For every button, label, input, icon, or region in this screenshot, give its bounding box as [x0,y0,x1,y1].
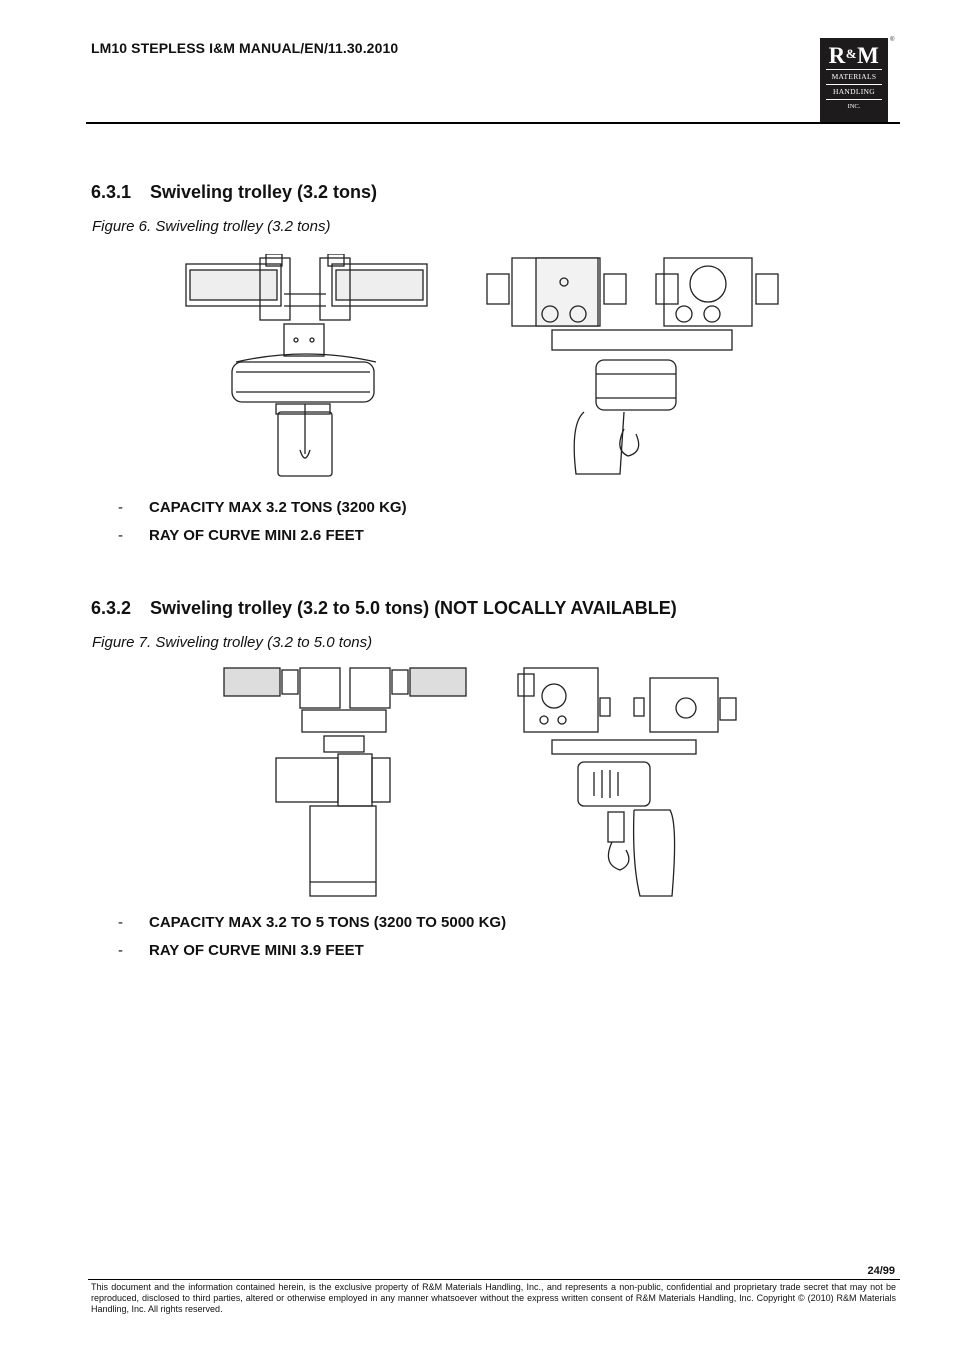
figure-caption: Figure 6. Swiveling trolley (3.2 tons) [92,218,331,235]
figure-6-drawing [184,254,784,482]
section-number: 6.3.2 [91,598,132,618]
list-item: - CAPACITY MAX 3.2 TO 5 TONS (3200 TO 5000 KG) [118,914,507,931]
section-title: Swiveling trolley (3.2 tons) [150,182,378,202]
list-item: - RAY OF CURVE MINI 3.9 FEET [118,942,364,959]
logo-line-1: MATERIALS [831,72,877,81]
figure-caption: Figure 7. Swiveling trolley (3.2 to 5.0 tons) [92,634,373,651]
logo-line-3: INC. [847,103,861,110]
spec-list-6-3-2 [118,914,506,970]
footer-divider [88,1279,900,1280]
section-heading-6-3-2 [91,598,677,619]
header-divider [86,122,900,124]
registered-mark: ® [890,37,895,43]
legal-notice: This document and the information contained herein, is the exclusive property of R&M Materials Handling, Inc., and represents a non-public, confidential and proprietary trade secret that may not be reproduced, disclosed to third parties, altered or otherwise employed in any manner whatsoever without the express written consent of R&M Materials Handling, Inc. Copyright © (2010) R&M Materials Handling, Inc. All rights reserved. [91,1282,896,1314]
spec-list-6-3-1 [118,499,407,555]
figure-7-drawing [222,664,752,900]
section-heading-6-3-1 [91,182,377,203]
company-logo [820,38,888,122]
document-title: LM10 STEPLESS I&M MANUAL/EN/11.30.2010 [91,40,399,56]
page-number: 24/99 [867,1265,895,1277]
list-item: - RAY OF CURVE MINI 2.6 FEET [118,527,364,544]
section-title: Swiveling trolley (3.2 to 5.0 tons) (NOT LOCALLY AVAILABLE) [150,598,677,618]
section-number: 6.3.1 [91,182,132,202]
list-item: - CAPACITY MAX 3.2 TONS (3200 KG) [118,499,407,516]
logo-mark: R&M [828,43,880,68]
logo-line-2: HANDLING [833,87,875,96]
